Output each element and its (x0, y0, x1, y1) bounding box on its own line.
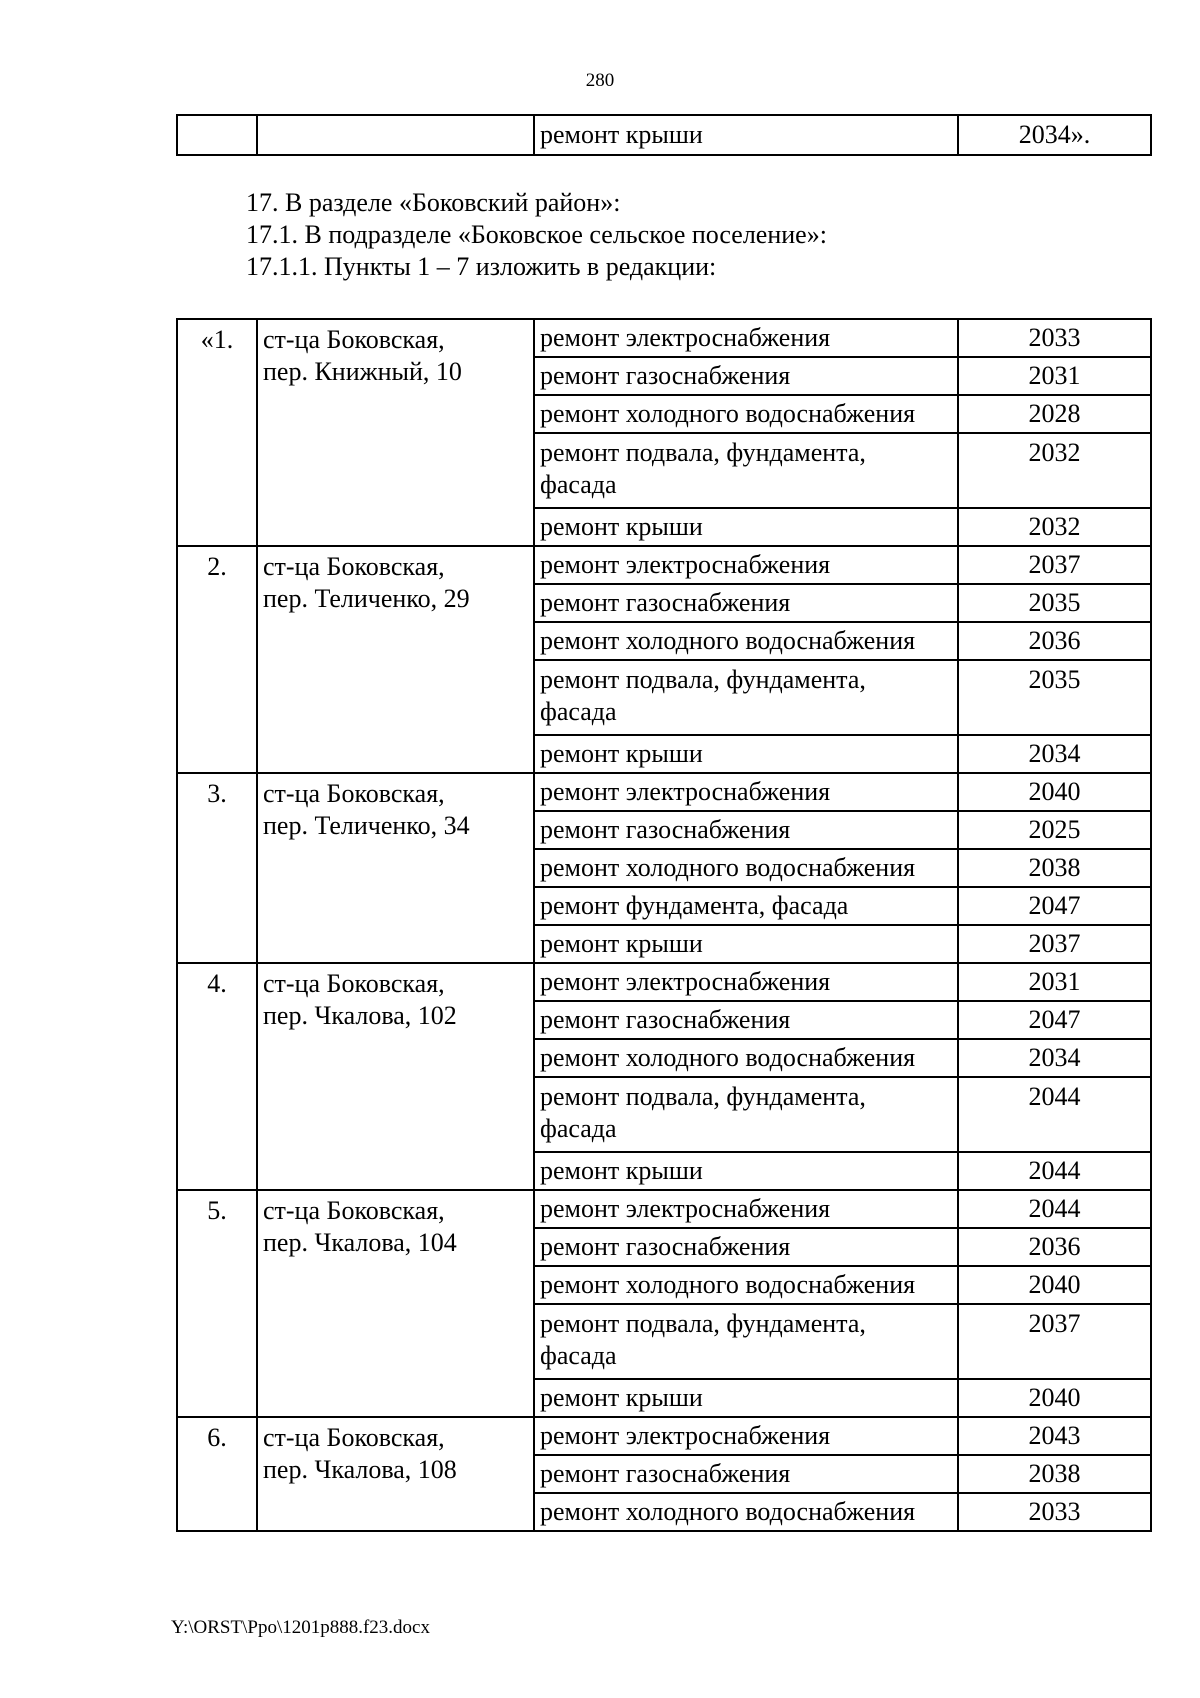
work-type-cell: ремонт крыши (534, 1152, 958, 1190)
year-cell: 2044 (958, 1190, 1151, 1228)
work-type-cell: ремонт подвала, фундамента, фасада (534, 1304, 958, 1379)
year-cell: 2033 (958, 1493, 1151, 1531)
amendment-instructions (246, 187, 827, 283)
year-cell: 2040 (958, 773, 1151, 811)
year-cell: 2025 (958, 811, 1151, 849)
year-cell: 2036 (958, 1228, 1151, 1266)
work-type-cell: ремонт крыши (534, 1379, 958, 1417)
work-type-cell: ремонт подвала, фундамента, фасада (534, 660, 958, 735)
item-number-cell: «1. (177, 319, 257, 546)
table-row (177, 1190, 1151, 1228)
year-cell: 2037 (958, 1304, 1151, 1379)
table-row (177, 1417, 1151, 1455)
year-cell: 2034». (958, 115, 1151, 155)
work-type-cell: ремонт крыши (534, 735, 958, 773)
year-cell: 2032 (958, 508, 1151, 546)
continuation-table (176, 114, 1152, 156)
table-row (177, 319, 1151, 357)
work-type-cell: ремонт электроснабжения (534, 546, 958, 584)
address-cell: ст-ца Боковская, пер. Книжный, 10 (257, 319, 534, 546)
year-cell: 2047 (958, 1001, 1151, 1039)
year-cell: 2031 (958, 357, 1151, 395)
work-type-cell: ремонт газоснабжения (534, 357, 958, 395)
work-type-cell: ремонт холодного водоснабжения (534, 1266, 958, 1304)
table-row (177, 546, 1151, 584)
year-cell: 2038 (958, 849, 1151, 887)
work-type-cell: ремонт подвала, фундамента, фасада (534, 433, 958, 508)
work-type-cell: ремонт холодного водоснабжения (534, 622, 958, 660)
item-number-cell: 3. (177, 773, 257, 963)
item-number-cell: 2. (177, 546, 257, 773)
continuation-row (177, 115, 1151, 155)
year-cell: 2036 (958, 622, 1151, 660)
year-cell: 2040 (958, 1266, 1151, 1304)
work-type-cell: ремонт холодного водоснабжения (534, 395, 958, 433)
year-cell: 2031 (958, 963, 1151, 1001)
work-type-cell: ремонт холодного водоснабжения (534, 849, 958, 887)
address-cell: ст-ца Боковская, пер. Чкалова, 104 (257, 1190, 534, 1417)
repair-schedule-body (177, 319, 1151, 1531)
work-type-cell: ремонт холодного водоснабжения (534, 1493, 958, 1531)
work-type-cell: ремонт электроснабжения (534, 319, 958, 357)
item-number-cell: 5. (177, 1190, 257, 1417)
year-cell: 2044 (958, 1152, 1151, 1190)
repair-schedule-table (176, 318, 1152, 1532)
work-type-cell: ремонт газоснабжения (534, 811, 958, 849)
work-type-cell: ремонт крыши (534, 508, 958, 546)
page-number: 280 (585, 70, 615, 91)
instruction-line: 17. В разделе «Боковский район»: (246, 188, 621, 217)
address-cell: ст-ца Боковская, пер. Теличенко, 34 (257, 773, 534, 963)
year-cell: 2037 (958, 546, 1151, 584)
year-cell: 2035 (958, 584, 1151, 622)
year-cell: 2032 (958, 433, 1151, 508)
work-type-cell: ремонт газоснабжения (534, 1228, 958, 1266)
work-type-cell: ремонт крыши (534, 925, 958, 963)
item-number-cell: 6. (177, 1417, 257, 1531)
work-type-cell: ремонт газоснабжения (534, 1455, 958, 1493)
work-type-cell: ремонт крыши (534, 115, 958, 155)
year-cell: 2047 (958, 887, 1151, 925)
year-cell: 2037 (958, 925, 1151, 963)
item-number-cell (177, 115, 257, 155)
address-cell: ст-ца Боковская, пер. Чкалова, 108 (257, 1417, 534, 1531)
work-type-cell: ремонт газоснабжения (534, 1001, 958, 1039)
table-row (177, 773, 1151, 811)
year-cell: 2034 (958, 735, 1151, 773)
work-type-cell: ремонт газоснабжения (534, 584, 958, 622)
instruction-line: 17.1. В подразделе «Боковское сельское поселение»: (246, 220, 827, 249)
year-cell: 2043 (958, 1417, 1151, 1455)
year-cell: 2040 (958, 1379, 1151, 1417)
work-type-cell: ремонт электроснабжения (534, 1190, 958, 1228)
table-row (177, 963, 1151, 1001)
work-type-cell: ремонт холодного водоснабжения (534, 1039, 958, 1077)
year-cell: 2035 (958, 660, 1151, 735)
address-cell: ст-ца Боковская, пер. Теличенко, 29 (257, 546, 534, 773)
item-number-cell: 4. (177, 963, 257, 1190)
work-type-cell: ремонт подвала, фундамента, фасада (534, 1077, 958, 1152)
year-cell: 2034 (958, 1039, 1151, 1077)
address-cell: ст-ца Боковская, пер. Чкалова, 102 (257, 963, 534, 1190)
year-cell: 2044 (958, 1077, 1151, 1152)
work-type-cell: ремонт электроснабжения (534, 1417, 958, 1455)
work-type-cell: ремонт электроснабжения (534, 773, 958, 811)
work-type-cell: ремонт электроснабжения (534, 963, 958, 1001)
year-cell: 2028 (958, 395, 1151, 433)
year-cell: 2038 (958, 1455, 1151, 1493)
footer-file-path: Y:\ORST\Ppo\1201p888.f23.docx (171, 1617, 430, 1638)
year-cell: 2033 (958, 319, 1151, 357)
instruction-line: 17.1.1. Пункты 1 – 7 изложить в редакции: (246, 252, 717, 281)
work-type-cell: ремонт фундамента, фасада (534, 887, 958, 925)
address-cell (257, 115, 534, 155)
